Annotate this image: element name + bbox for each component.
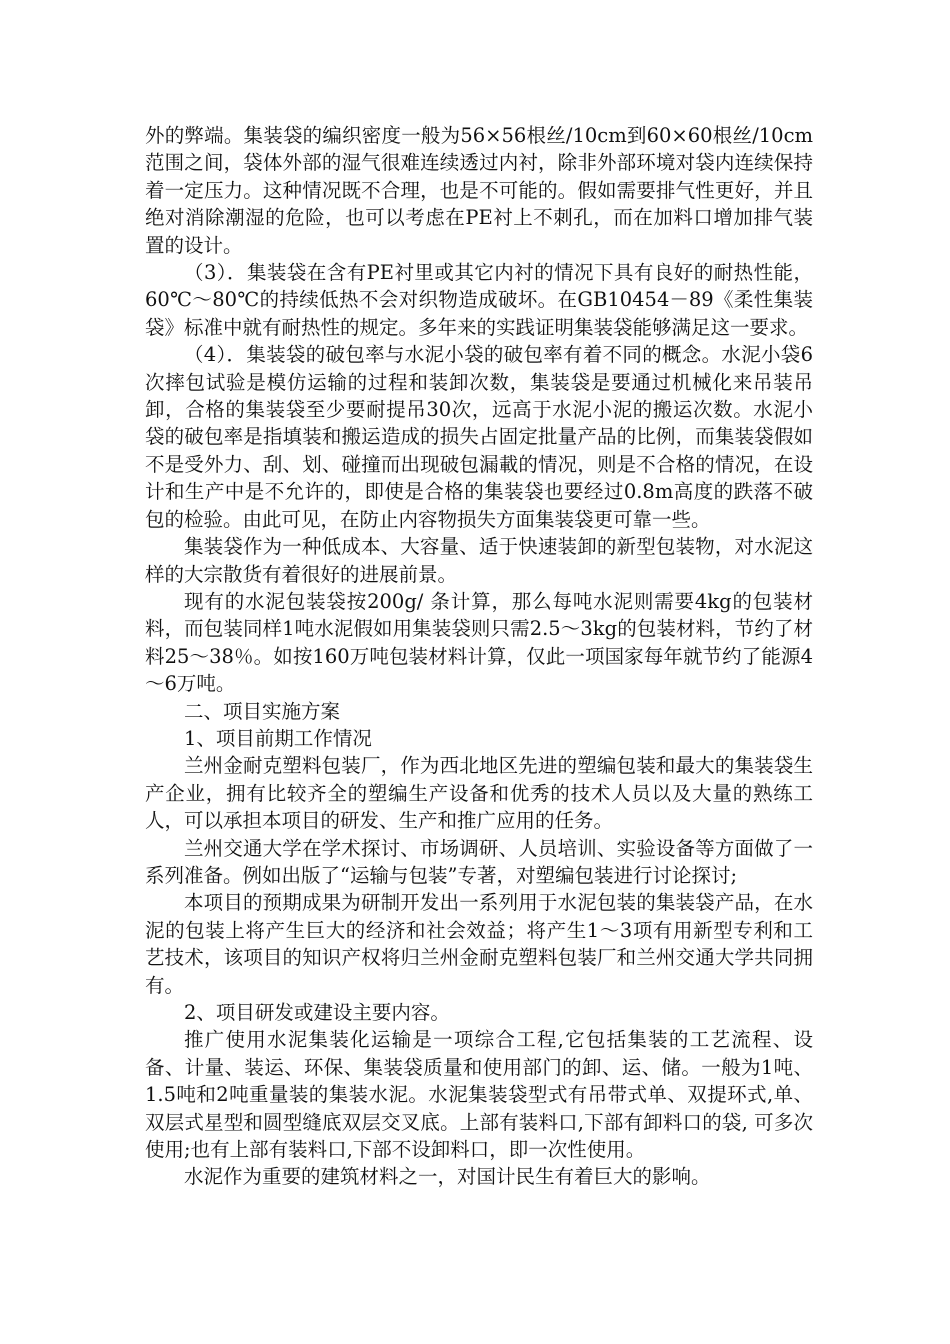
subsection-heading-1: 1、项目前期工作情况 <box>184 726 372 750</box>
paragraph-1: 外的弊端。集装袋的编织密度一般为56×56根丝/10cm到60×60根丝/10cm范围之间，袋体外部的湿气很难连续透过内衬，除非外部环境对袋内连续保持着一定压力。这种情况既不合理，也是不可能的。假如需要排气性更好，并且绝对消除潮湿的危险，也可以考虑在PE衬上不刺孔，而在加料口增加排气装置的设计。 <box>145 124 813 257</box>
paragraph-10: 水泥作为重要的建筑材料之一，对国计民生有着巨大的影响。 <box>184 1165 711 1189</box>
paragraph-3: （4）．集装袋的破包率与水泥小袋的破包率有着不同的概念。水泥小袋6次摔包试验是模仿运输的过程和装卸次数，集装袋是要通过机械化来吊装吊卸，合格的集装袋至少要耐提吊30次，远高于水泥小泥的搬运次数。水泥小袋的破包率是指填装和搬运造成的损失占固定批量产品的比例，而集装袋假如不是受外力、刮、划、碰撞而出现破包漏載的情况，则是不合格的情况，在设计和生产中是不允许的，即使是合格的集装袋也要经过0.8m高度的跌落不破包的检验。由此可见，在防止内容物损失方面集装袋更可靠一些。 <box>145 343 813 531</box>
paragraph-5: 现有的水泥包装袋按200g/ 条计算，那么每吨水泥则需要4kg的包装材料，而包装同样1吨水泥假如用集装袋则只需2.5～3kg的包装材料，节约了材料25～38％。如按160万吨包装材料计算，仅此一项国家每年就节约了能源4～6万吨。 <box>145 589 813 696</box>
document-page <box>145 122 813 1191</box>
paragraph-4: 集装袋作为一种低成本、大容量、适于快速装卸的新型包装物，对水泥这样的大宗散货有着很好的进展前景。 <box>145 535 813 586</box>
subsection-heading-2: 2、项目研发或建设主要内容。 <box>184 1001 450 1024</box>
paragraph-6: 兰州金耐克塑料包装厂，作为西北地区先进的塑编包装和最大的集装袋生产企业，拥有比较齐全的塑编生产设备和优秀的技术人员以及大量的熟练工人，可以承担本项目的研发、生产和推广应用的任务。 <box>145 754 813 833</box>
paragraph-2: （3）．集装袋在含有PE衬里或其它内衬的情况下具有良好的耐热性能，60℃～80℃的持续低热不会对织物造成破坏。在GB10454－89《柔性集装袋》标准中就有耐热性的规定。多年来的实践证明集装袋能够满足这一要求。 <box>145 261 813 339</box>
paragraph-8: 本项目的预期成果为研制开发出一系列用于水泥包装的集装袋产品，在水泥的包装上将产生巨大的经济和社会效益；将产生1～3项有用新型专利和工艺技术，该项目的知识产权将归兰州金耐克塑料包装厂和兰州交通大学共同拥有。 <box>145 891 813 997</box>
paragraph-7: 兰州交通大学在学术探讨、市场调研、人员培训、实验设备等方面做了一系列准备。例如出版了“运输与包装”专著，对塑编包装进行讨论探讨; <box>145 836 813 887</box>
section-heading: 二、项目实施方案 <box>184 699 341 723</box>
paragraph-9: 推广使用水泥集装化运输是一项综合工程,它包括集装的工艺流程、设备、计量、装运、环保、集装袋质量和使用部门的卸、运、储。一般为1吨、1.5吨和2吨重量装的集装水泥。水泥集装袋型式有吊带式单、双提环式,单、双层式星型和圆型缝底双层交叉底。上部有装料口,下部有卸料口的袋, 可多次使用;也有上部有装料口,下部不设卸料口，即一次性使用。 <box>145 1028 813 1162</box>
